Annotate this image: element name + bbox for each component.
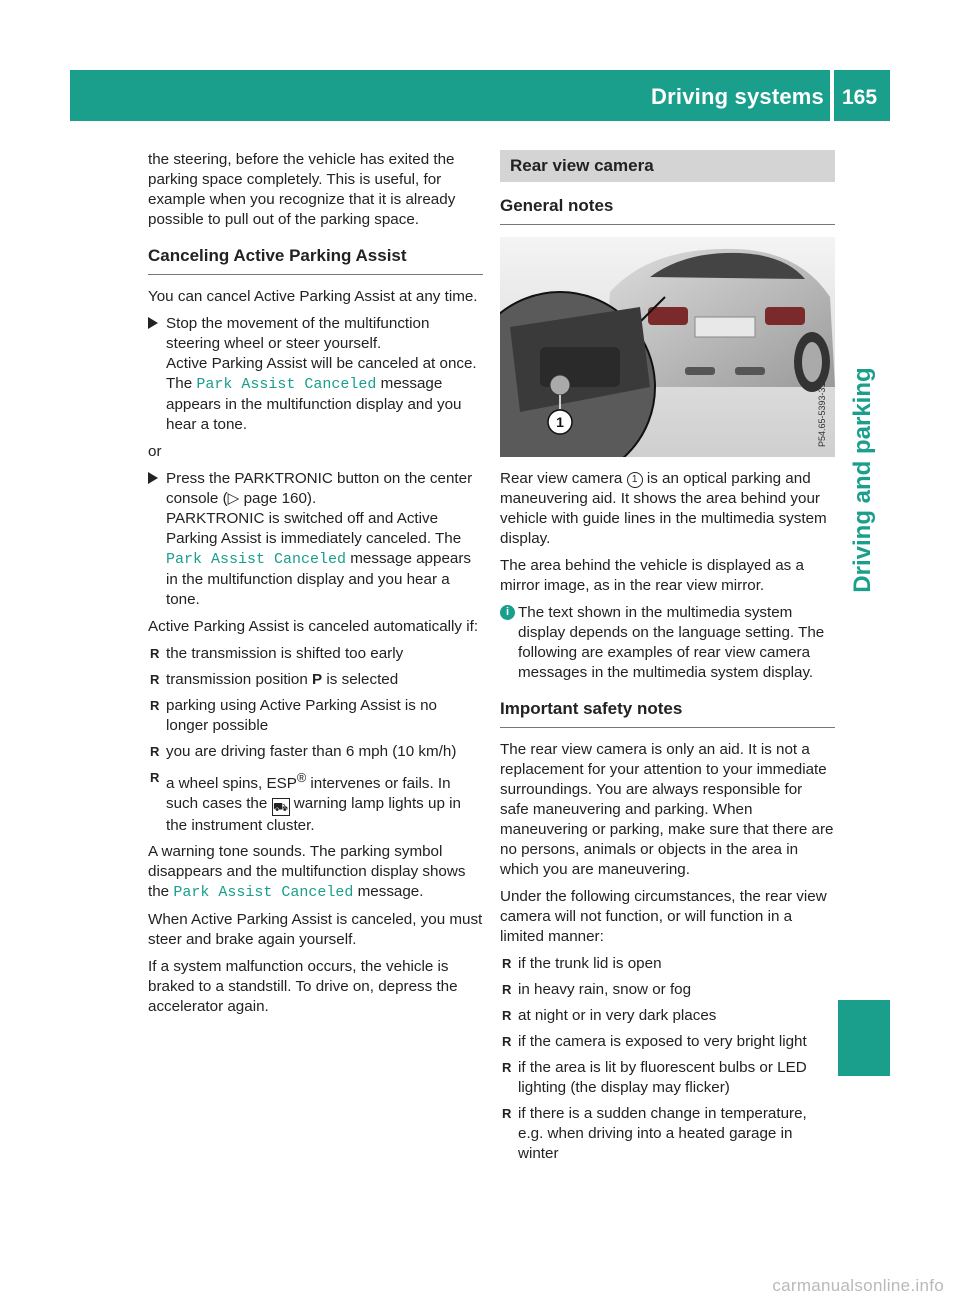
bullet-icon: R bbox=[502, 982, 512, 997]
paragraph-tail: message. bbox=[357, 883, 424, 901]
skid-warning-icon: ⛟ bbox=[272, 800, 289, 815]
bullet-icon: R bbox=[150, 698, 160, 713]
bullet-icon: R bbox=[502, 1060, 512, 1075]
info-note bbox=[500, 603, 835, 683]
paragraph-text: A warning tone sounds. The parking symbol disappears and the multifunction display shows the bbox=[148, 843, 466, 901]
list-item-text: at night or in very dark places bbox=[518, 1007, 717, 1024]
chapter-marker-block bbox=[838, 1000, 890, 1076]
bullet-icon: R bbox=[150, 646, 160, 661]
rear-camera-illustration bbox=[500, 237, 835, 457]
paragraph-text: Rear view camera bbox=[500, 470, 623, 487]
or-text: or bbox=[148, 443, 162, 460]
header-divider bbox=[830, 70, 834, 121]
figure-code: P54.65-5393-31 bbox=[817, 382, 827, 447]
info-text: The text shown in the multimedia system display depends on the language setting. The following are examples of rear view camera messages in the multimedia system display. bbox=[518, 604, 825, 681]
list-item bbox=[500, 1104, 835, 1164]
callout-1-icon: 1 bbox=[627, 472, 643, 488]
steer-brake-paragraph: When Active Parking Assist is canceled, you must steer and brake again yourself. bbox=[148, 911, 483, 949]
list-item-text: transmission position bbox=[166, 671, 308, 688]
auto-cancel-paragraph: Active Parking Assist is canceled automatically if: bbox=[148, 618, 479, 635]
info-icon: i bbox=[500, 605, 515, 620]
warning-tone-paragraph bbox=[148, 842, 483, 903]
list-item-text: the transmission is shifted too early bbox=[166, 645, 404, 662]
list-item bbox=[148, 644, 483, 664]
list-item bbox=[148, 768, 483, 836]
step-arrow-icon bbox=[148, 317, 158, 329]
list-item bbox=[148, 696, 483, 736]
section-banner: Rear view camera bbox=[500, 150, 835, 182]
left-column bbox=[148, 150, 483, 1024]
list-item-text: a wheel spins, ESP bbox=[166, 775, 297, 793]
bullet-icon: R bbox=[150, 770, 160, 785]
step-result: Active Parking Assist will be canceled at once. bbox=[166, 355, 477, 372]
display-message: Park Assist Canceled bbox=[196, 376, 377, 393]
bullet-icon: R bbox=[502, 1106, 512, 1121]
list-item-text: parking using Active Parking Assist is no longer possible bbox=[166, 697, 437, 734]
list-item bbox=[500, 1032, 835, 1052]
list-item bbox=[500, 954, 835, 974]
page-number: 165 bbox=[842, 86, 878, 109]
display-message: Park Assist Canceled bbox=[173, 884, 354, 902]
chapter-label: Driving and parking bbox=[849, 367, 876, 593]
registered-mark: ® bbox=[296, 771, 307, 785]
step-result-tail: message appears in the multifunction display and you hear a tone. bbox=[166, 375, 462, 433]
list-item-tail: is selected bbox=[326, 671, 399, 688]
bullet-icon: R bbox=[150, 744, 160, 759]
step-result-lead: The bbox=[166, 375, 193, 392]
aid-paragraph: The rear view camera is only an aid. It is not a replacement for your attention to your immediate surroundings. You are always responsible for safe maneuvering and parking. When maneuvering or parking, make sure that there are no persons, animals or objects in the area in which you are maneuvering. bbox=[500, 741, 834, 878]
step-text: Press the PARKTRONIC button on the center console ( bbox=[166, 470, 473, 507]
list-item-text: you are driving faster than 6 mph (10 km/h) bbox=[166, 743, 457, 760]
step-stop-steering bbox=[148, 314, 483, 435]
list-item-text: if the trunk lid is open bbox=[518, 955, 662, 972]
bullet-icon: R bbox=[502, 956, 512, 971]
step-result: PARKTRONIC is switched off and Active Parking Assist is immediately canceled. The bbox=[166, 510, 462, 547]
list-item-tail: intervenes or fails. In such cases the bbox=[166, 775, 451, 813]
cancel-paragraph: You can cancel Active Parking Assist at any time. bbox=[148, 288, 478, 305]
camera-description bbox=[500, 469, 835, 549]
step-press-parktronic bbox=[148, 469, 483, 610]
chapter-side-tab bbox=[838, 121, 890, 1076]
list-item bbox=[148, 670, 483, 690]
mirror-image-paragraph: The area behind the vehicle is displayed as a mirror image, as in the rear view mirror. bbox=[500, 557, 804, 594]
step-result-tail: message appears in the multifunction display and you hear a tone. bbox=[166, 550, 471, 608]
list-item-tail: warning lamp lights up in the instrument cluster. bbox=[166, 795, 461, 835]
list-item bbox=[500, 1006, 835, 1026]
right-column bbox=[500, 150, 835, 1170]
bullet-icon: R bbox=[150, 672, 160, 687]
figure-callout-label: 1 bbox=[556, 414, 564, 430]
footer-watermark: carmanualsonline.info bbox=[772, 1276, 944, 1295]
intro-paragraph: the steering, before the vehicle has exited the parking space completely. This is useful, for example when you recognize that it is already possible to pull out of the parking space. bbox=[148, 151, 456, 228]
gear-position: P bbox=[312, 671, 323, 688]
bullet-icon: R bbox=[502, 1008, 512, 1023]
list-item-text: if the camera is exposed to very bright light bbox=[518, 1033, 807, 1050]
list-item bbox=[148, 742, 483, 762]
rear-camera-figure bbox=[500, 237, 835, 457]
section-title: Driving systems bbox=[651, 84, 824, 109]
page-ref-arrow-icon: ▷ bbox=[227, 490, 240, 507]
page-reference[interactable]: page 160). bbox=[243, 490, 317, 507]
malfunction-paragraph: If a system malfunction occurs, the vehicle is braked to a standstill. To drive on, depress the accelerator again. bbox=[148, 958, 458, 1016]
step-text: Stop the movement of the multifunction steering wheel or steer yourself. bbox=[166, 315, 430, 352]
display-message: Park Assist Canceled bbox=[166, 551, 347, 568]
heading-canceling: Canceling Active Parking Assist bbox=[148, 246, 483, 275]
list-item bbox=[500, 1058, 835, 1098]
list-item-text: if there is a sudden change in temperature, e.g. when driving into a heated garage in winter bbox=[518, 1105, 807, 1162]
list-item-text: in heavy rain, snow or fog bbox=[518, 981, 692, 998]
paragraph-tail: is an optical parking and maneuvering aid. It shows the area behind your vehicle with guide lines in the multimedia system display. bbox=[500, 470, 827, 547]
circumstances-paragraph: Under the following circumstances, the rear view camera will not function, or will function in a limited manner: bbox=[500, 888, 827, 945]
step-arrow-icon bbox=[148, 472, 158, 484]
list-item-text: if the area is lit by fluorescent bulbs or LED lighting (the display may flicker) bbox=[518, 1059, 807, 1096]
heading-general-notes: General notes bbox=[500, 196, 835, 225]
bullet-icon: R bbox=[502, 1034, 512, 1049]
list-item bbox=[500, 980, 835, 1000]
heading-safety-notes: Important safety notes bbox=[500, 699, 835, 728]
